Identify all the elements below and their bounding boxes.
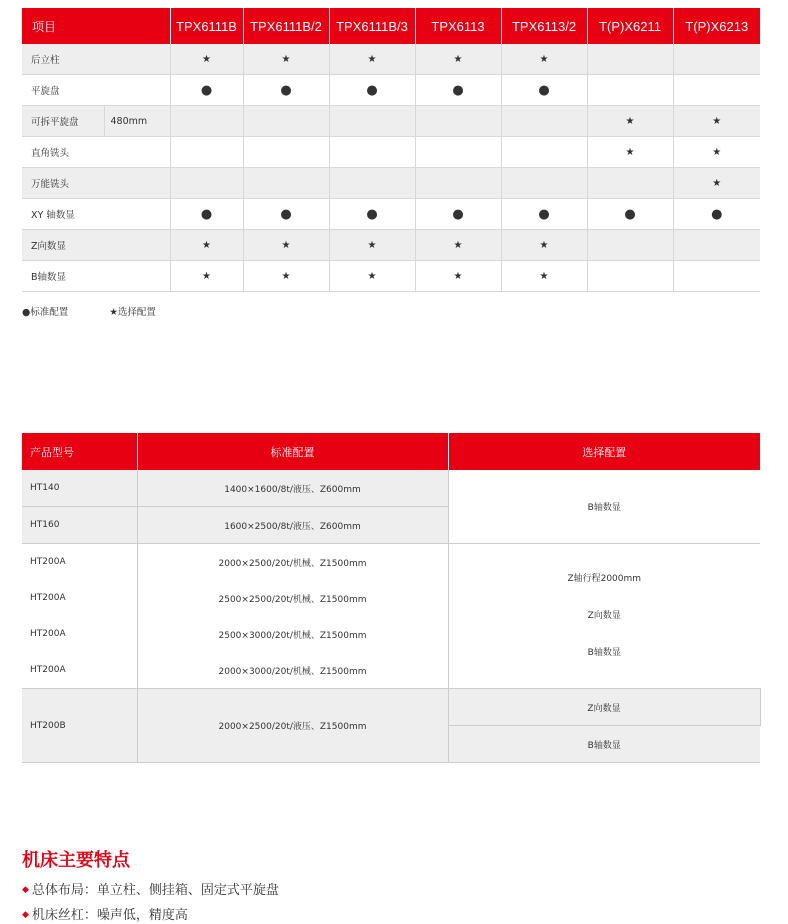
standard-cell: 1600×2500/8t/液压、Z600mm xyxy=(137,507,448,544)
config-cell xyxy=(501,75,587,106)
table-row xyxy=(22,44,760,75)
config-cell xyxy=(415,137,501,168)
config-cell xyxy=(329,44,415,75)
config-cell xyxy=(243,230,329,261)
config-cell xyxy=(243,44,329,75)
standard-cell: 2500×2500/20t/机械、Z1500mm xyxy=(137,580,448,616)
standard-cell: 1400×1600/8t/液压、Z600mm xyxy=(137,470,448,507)
config-cell xyxy=(673,168,760,199)
row-label: B轴数显 xyxy=(22,261,170,292)
config-cell xyxy=(329,261,415,292)
row-label: 可拆平旋盘 xyxy=(22,106,104,137)
optional-star-icon: ★ xyxy=(712,115,722,127)
feature-item xyxy=(22,879,279,898)
config-cell xyxy=(501,168,587,199)
config-cell xyxy=(329,168,415,199)
table-row xyxy=(22,689,760,726)
header-optional: 选择配置 xyxy=(448,433,760,470)
model-cell: HT200A xyxy=(22,652,137,689)
standard-dot-icon: ● xyxy=(624,206,636,222)
table-row xyxy=(22,470,760,507)
standard-cell: 2000×2500/20t/液压、Z1500mm xyxy=(137,689,448,763)
config-cell xyxy=(329,137,415,168)
config-cell xyxy=(673,44,760,75)
standard-cell: 2000×3000/20t/机械、Z1500mm xyxy=(137,652,448,689)
table-row xyxy=(22,199,760,230)
config-cell xyxy=(673,106,760,137)
standard-dot-icon: ● xyxy=(280,82,292,98)
config-cell xyxy=(501,137,587,168)
standard-dot-icon: ● xyxy=(538,206,550,222)
feature-item xyxy=(22,904,188,923)
config-cell xyxy=(170,199,243,230)
optional-cell: B轴数显 xyxy=(448,470,760,544)
header-model-1: TPX6111B xyxy=(170,8,243,44)
config-cell xyxy=(587,44,673,75)
features-title: 机床主要特点 xyxy=(22,850,130,871)
optional-star-icon: ★ xyxy=(712,146,722,158)
config-cell xyxy=(501,44,587,75)
optional-star-icon: ★ xyxy=(281,270,291,282)
standard-dot-icon: ● xyxy=(538,82,550,98)
standard-dot-icon: ● xyxy=(280,206,292,222)
standard-cell: 2500×3000/20t/机械、Z1500mm xyxy=(137,616,448,652)
optional-star-icon: ★ xyxy=(367,239,377,251)
table-row xyxy=(22,261,760,292)
optional-star-icon: ★ xyxy=(202,270,211,282)
config-cell xyxy=(587,75,673,106)
model-cell: HT200A xyxy=(22,544,137,581)
config-cell xyxy=(587,106,673,137)
optional-star-icon: ★ xyxy=(712,177,722,189)
optional-cell: B轴数显 xyxy=(448,726,760,763)
standard-dot-icon: ● xyxy=(200,206,213,222)
config-cell xyxy=(243,137,329,168)
standard-dot-icon: ● xyxy=(366,206,378,222)
config-cell xyxy=(243,261,329,292)
diamond-bullet-icon: ◆ xyxy=(22,910,29,920)
config-cell xyxy=(673,199,760,230)
row-label: Z向数显 xyxy=(22,230,170,261)
standard-dot-icon: ● xyxy=(366,82,378,98)
config-cell xyxy=(170,261,243,292)
config-cell xyxy=(415,75,501,106)
model-body xyxy=(22,470,760,763)
model-cell: HT140 xyxy=(22,470,137,507)
config-cell xyxy=(170,168,243,199)
header-model-3: TPX6111B/3 xyxy=(329,8,415,44)
config-cell xyxy=(673,230,760,261)
model-table xyxy=(22,433,761,763)
config-cell xyxy=(587,199,673,230)
legend-optional: ★选择配置 xyxy=(109,307,156,318)
optional-star-icon: ★ xyxy=(202,53,211,65)
config-cell xyxy=(415,261,501,292)
config-header-row xyxy=(22,8,760,44)
standard-dot-icon: ● xyxy=(200,82,213,98)
optional-star-icon: ★ xyxy=(625,146,635,158)
config-body xyxy=(22,44,760,292)
row-label: XY 轴数显 xyxy=(22,199,170,230)
config-cell xyxy=(170,75,243,106)
table-row xyxy=(22,75,760,106)
row-label: 万能铣头 xyxy=(22,168,170,199)
optional-star-icon: ★ xyxy=(453,53,463,65)
optional-cell: Z向数显 xyxy=(448,689,760,726)
config-cell xyxy=(501,261,587,292)
diamond-bullet-icon: ◆ xyxy=(22,885,29,895)
config-legend xyxy=(22,304,156,318)
optional-star-icon: ★ xyxy=(539,53,549,65)
standard-dot-icon: ● xyxy=(452,82,464,98)
header-item: 项目 xyxy=(22,8,170,44)
model-cell: HT200A xyxy=(22,616,137,652)
model-cell: HT160 xyxy=(22,507,137,544)
table-row xyxy=(22,106,760,137)
row-label: 平旋盘 xyxy=(22,75,170,106)
optional-star-icon: ★ xyxy=(539,270,549,282)
config-cell xyxy=(415,168,501,199)
row-label: 后立柱 xyxy=(22,44,170,75)
standard-dot-icon: ● xyxy=(711,206,723,222)
config-cell xyxy=(587,137,673,168)
config-cell xyxy=(329,230,415,261)
optional-star-icon: ★ xyxy=(453,270,463,282)
optional-cell xyxy=(448,544,760,689)
header-model: 产品型号 xyxy=(22,433,137,470)
config-cell xyxy=(415,44,501,75)
config-cell xyxy=(501,106,587,137)
model-cell: HT200B xyxy=(22,689,137,763)
config-cell xyxy=(329,106,415,137)
feature-text: 总体布局：单立柱、侧挂箱、固定式平旋盘 xyxy=(31,883,279,898)
header-standard: 标准配置 xyxy=(137,433,448,470)
table-row xyxy=(22,544,760,581)
legend-standard: ●标准配置 xyxy=(22,307,69,318)
config-cell xyxy=(243,168,329,199)
config-cell xyxy=(415,106,501,137)
model-header-row xyxy=(22,433,760,470)
config-cell xyxy=(170,44,243,75)
standard-dot-icon: ● xyxy=(452,206,464,222)
config-cell xyxy=(243,106,329,137)
config-cell xyxy=(587,261,673,292)
config-cell xyxy=(243,199,329,230)
standard-cell: 2000×2500/20t/机械、Z1500mm xyxy=(137,544,448,581)
config-cell xyxy=(170,137,243,168)
optional-item: Z轴行程2000mm xyxy=(567,574,642,584)
header-model-2: TPX6111B/2 xyxy=(243,8,329,44)
config-cell xyxy=(501,199,587,230)
config-cell xyxy=(415,199,501,230)
optional-star-icon: ★ xyxy=(281,53,291,65)
config-cell xyxy=(673,137,760,168)
optional-star-icon: ★ xyxy=(453,239,463,251)
config-cell xyxy=(329,75,415,106)
config-table xyxy=(22,8,760,292)
optional-star-icon: ★ xyxy=(367,270,377,282)
optional-item: B轴数显 xyxy=(587,648,621,658)
table-row xyxy=(22,137,760,168)
table-row xyxy=(22,230,760,261)
config-cell xyxy=(587,230,673,261)
optional-star-icon: ★ xyxy=(281,239,291,251)
model-cell: HT200A xyxy=(22,580,137,616)
config-cell xyxy=(673,75,760,106)
config-cell xyxy=(170,106,243,137)
header-model-7: T(P)X6213 xyxy=(673,8,760,44)
config-cell xyxy=(673,261,760,292)
feature-text: 机床丝杠：噪声低，精度高 xyxy=(31,908,188,923)
header-model-4: TPX6113 xyxy=(415,8,501,44)
table-row xyxy=(22,168,760,199)
optional-star-icon: ★ xyxy=(367,53,377,65)
optional-star-icon: ★ xyxy=(625,115,635,127)
config-cell xyxy=(587,168,673,199)
config-cell xyxy=(329,199,415,230)
config-cell xyxy=(170,230,243,261)
optional-star-icon: ★ xyxy=(539,239,549,251)
header-model-5: TPX6113/2 xyxy=(501,8,587,44)
row-label: 直角铣头 xyxy=(22,137,170,168)
header-model-6: T(P)X6211 xyxy=(587,8,673,44)
config-cell xyxy=(501,230,587,261)
optional-star-icon: ★ xyxy=(202,239,211,251)
config-cell xyxy=(415,230,501,261)
row-sublabel: 480mm xyxy=(104,106,170,137)
optional-item: Z向数显 xyxy=(587,611,621,621)
config-cell xyxy=(243,75,329,106)
